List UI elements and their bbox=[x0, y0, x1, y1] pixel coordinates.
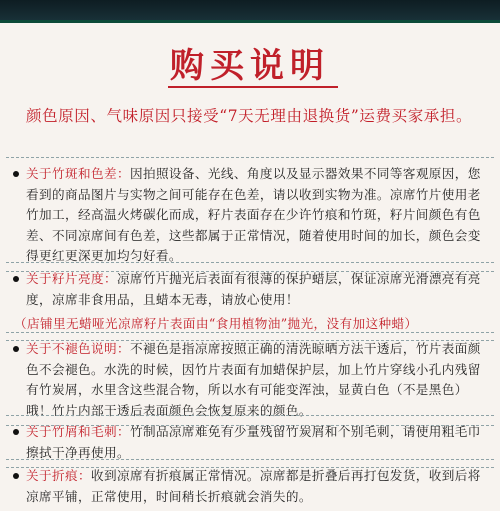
section-text: 竹制品凉席难免有少量残留竹炭屑和个别毛刺，请使用粗毛巾擦拭干净再使用。 bbox=[26, 424, 481, 460]
section-brightness bbox=[6, 262, 494, 341]
title-underline bbox=[168, 86, 338, 88]
section-heading: 关于折痕： bbox=[26, 468, 91, 483]
bullet-icon bbox=[13, 276, 19, 282]
return-policy-notice: 颜色原因、气味原因只接受“7天无理由退换货”运费买家承担。 bbox=[26, 107, 473, 125]
wax-note: （店铺里无蜡哑光凉席籽片表面由“食用植物油”抛光，没有加这种蜡） bbox=[14, 316, 418, 331]
section-heading: 关于竹屑和毛刺： bbox=[26, 424, 130, 439]
section-text: 因拍照设备、光线、角度以及显示器效果不同等客观原因，您看到的商品图片与实物之间可能存在色差，请以收到实物为准。凉席竹片使用老竹加工，经高温火烤碳化而成，籽片表面存在少许竹痕和竹斑，籽片间颜色有色差、不同凉席间有色差，这些都属于正常情况，随着使用时间的加长，颜色会变得更红更深更加均匀好看。 bbox=[26, 166, 481, 263]
section-heading: 关于籽片亮度： bbox=[26, 271, 117, 286]
section-text: 凉席竹片抛光后表面有很薄的保护蜡层，保证凉席光滑漂亮有亮度，凉席非食用品，且蜡本无毒，请放心使用！ bbox=[26, 271, 481, 307]
bullet-icon bbox=[13, 346, 19, 352]
section-heading: 关于不褪色说明： bbox=[26, 341, 130, 356]
section-no-fade bbox=[6, 332, 494, 426]
section-color-difference bbox=[6, 157, 494, 272]
section-text: 收到凉席有折痕属正常情况。凉席都是折叠后再打包发货，收到后将凉席平铺，正常使用，时间稍长折痕就会消失的。 bbox=[26, 468, 481, 504]
section-heading: 关于竹斑和色差： bbox=[26, 166, 130, 181]
page-title: 购买说明 bbox=[170, 46, 330, 86]
section-creases bbox=[6, 459, 494, 511]
bullet-icon bbox=[13, 473, 19, 479]
bullet-icon bbox=[13, 171, 19, 177]
section-text: 不褪色是指凉席按照正确的清洗晾晒方法干透后，竹片表面颜色不会褪色。水洗的时候，因竹片表面有加蜡保护层，加上竹片穿线小孔内残留有竹炭屑，水里含这些混合物，所以水有可能变浑浊，显黄白色（不是黑色）哦！竹片内部干透后表面颜色会恢复原来的颜色。 bbox=[26, 341, 481, 418]
top-decor-bar bbox=[0, 0, 500, 23]
bullet-icon bbox=[13, 429, 19, 435]
